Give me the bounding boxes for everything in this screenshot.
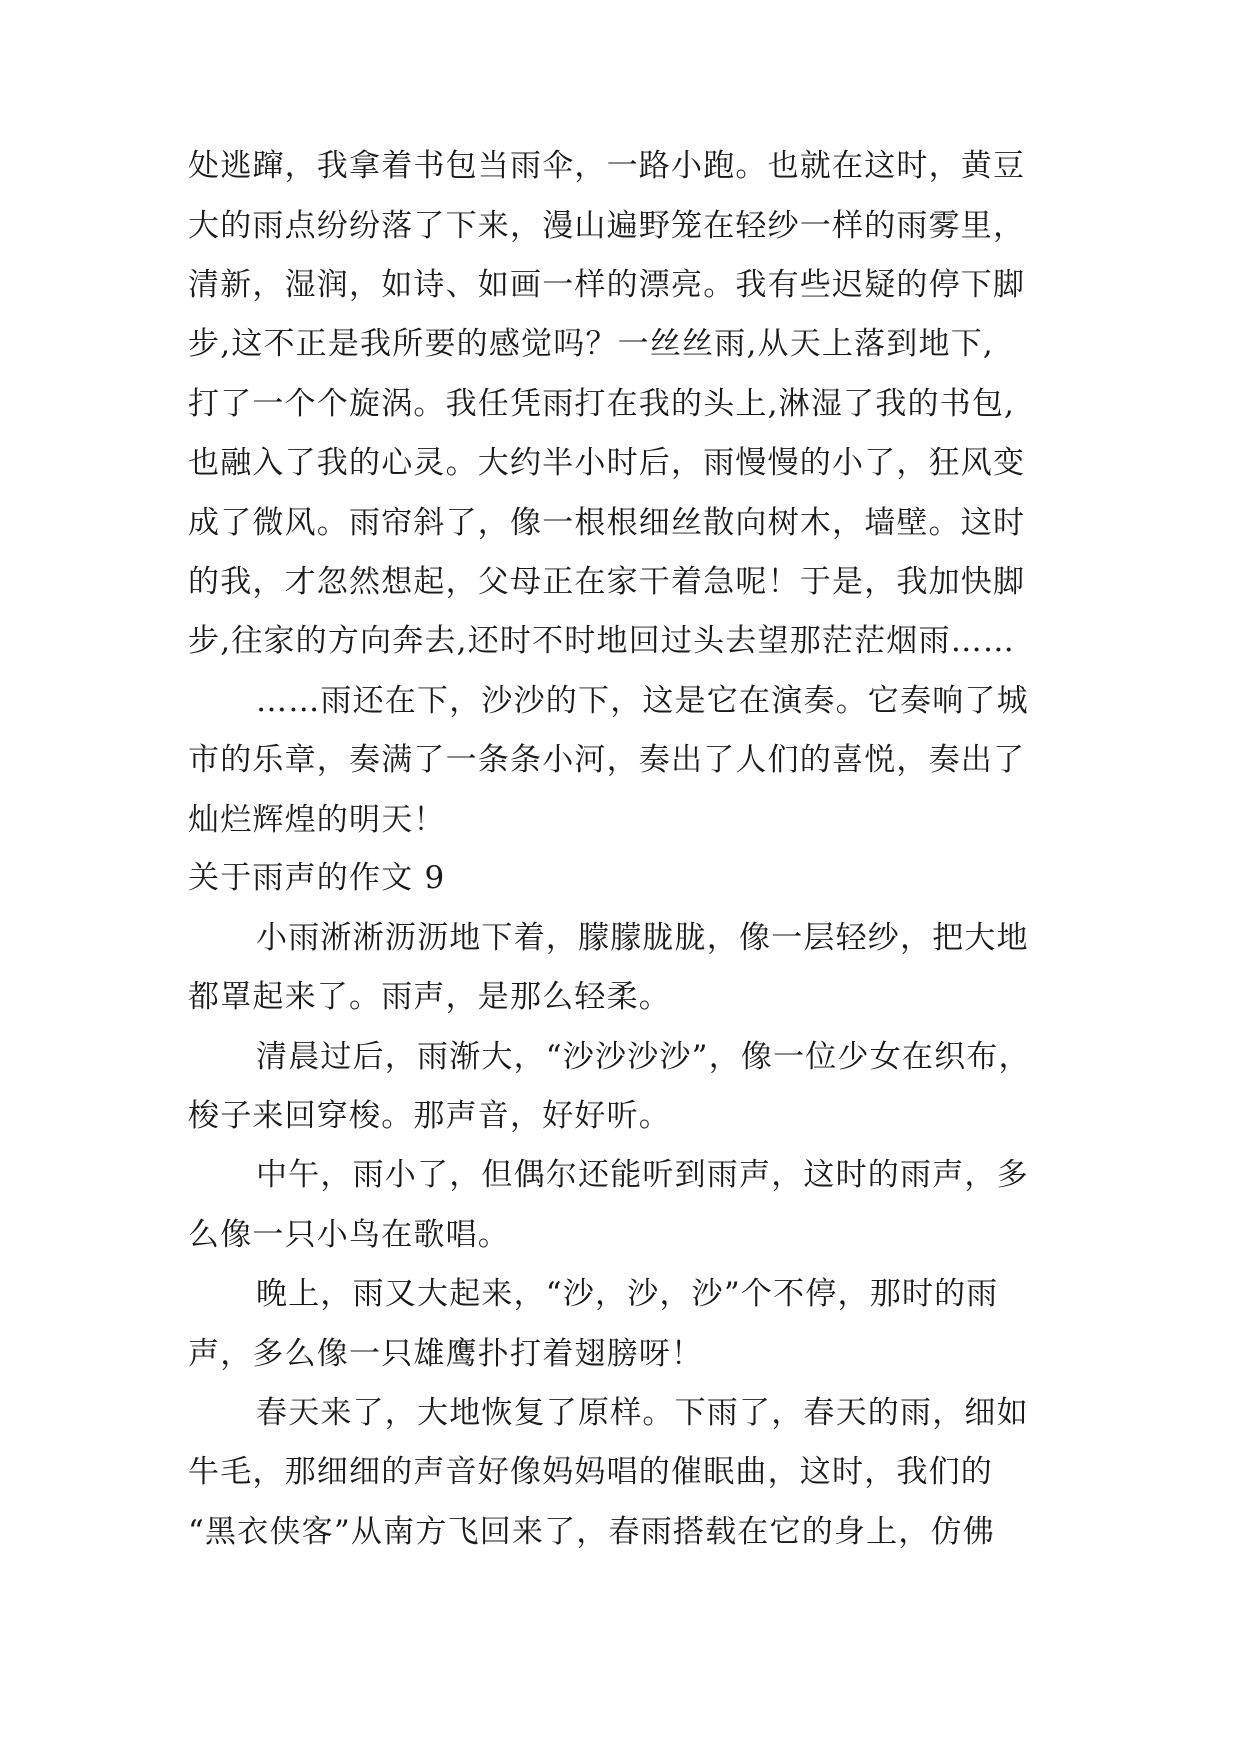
text-line: 也融入了我的心灵。大约半小时后，雨慢慢的小了，狂风变 — [188, 445, 1026, 481]
text-line: 清新，湿润，如诗、如画一样的漂亮。我有些迟疑的停下脚 — [188, 267, 1026, 303]
text-line: 么像一只小鸟在歌唱。 — [188, 1217, 510, 1253]
text-line: 市的乐章，奏满了一条条小河，奏出了人们的喜悦，奏出了 — [188, 742, 1026, 778]
text-line: 步,这不正是我所要的感觉吗？一丝丝雨,从天上落到地下, — [188, 326, 994, 362]
text-line: 处逃蹿，我拿着书包当雨伞，一路小跑。也就在这时，黄豆 — [188, 148, 1026, 184]
text-line: 的我，才忽然想起，父母正在家干着急呢！于是，我加快脚 — [188, 564, 1026, 600]
essay-heading: 关于雨声的作文 9 — [188, 860, 446, 896]
text-line: 晚上，雨又大起来，“沙，沙，沙”个不停，那时的雨 — [256, 1276, 999, 1312]
text-line: 都罩起来了。雨声，是那么轻柔。 — [188, 979, 671, 1015]
text-line: 打了一个个旋涡。我任凭雨打在我的头上,淋湿了我的书包, — [188, 386, 1016, 422]
text-line: 步,往家的方向奔去,还时不时地回过头去望那茫茫烟雨…… — [188, 623, 1016, 659]
text-line: 大的雨点纷纷落了下来，漫山遍野笼在轻纱一样的雨雾里， — [188, 208, 1026, 244]
text-line: 春天来了，大地恢复了原样。下雨了，春天的雨，细如 — [256, 1395, 1029, 1431]
text-line: 中午，雨小了，但偶尔还能听到雨声，这时的雨声，多 — [256, 1157, 1029, 1193]
text-line: 声，多么像一只雄鹰扑打着翅膀呀！ — [188, 1336, 704, 1372]
text-line: 成了微风。雨帘斜了，像一根根细丝散向树木，墙壁。这时 — [188, 505, 1026, 541]
text-line: ……雨还在下，沙沙的下，这是它在演奏。它奏响了城 — [256, 683, 1029, 719]
text-line: 灿烂辉煌的明天！ — [188, 802, 446, 838]
text-line: “黑衣侠客”从南方飞回来了，春雨搭载在它的身上，仿佛 — [188, 1514, 995, 1550]
text-line: 梭子来回穿梭。那声音，好好听。 — [188, 1098, 671, 1134]
text-line: 小雨淅淅沥沥地下着，朦朦胧胧，像一层轻纱，把大地 — [256, 920, 1029, 956]
text-line: 清晨过后，雨渐大，“沙沙沙沙”，像一位少女在织布， — [256, 1039, 1031, 1075]
text-line: 牛毛，那细细的声音好像妈妈唱的催眠曲，这时，我们的 — [188, 1454, 993, 1490]
